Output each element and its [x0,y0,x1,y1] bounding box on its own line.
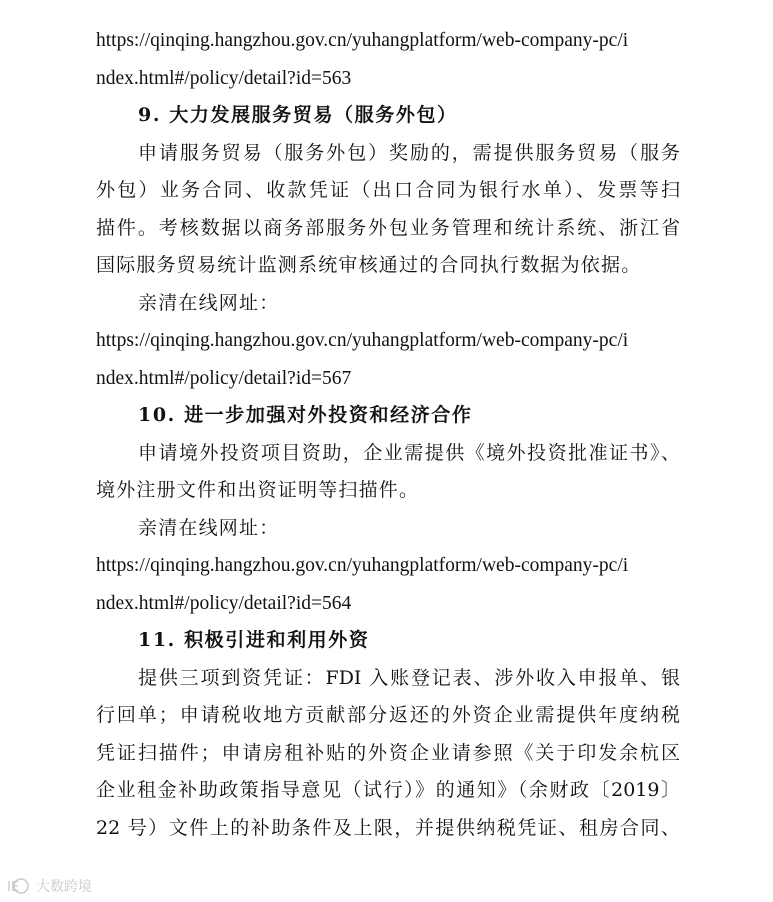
paragraph-first-line: 申请服务贸易（服务外包）奖励的，需提供服务贸易（服务 [138,141,680,164]
url-label: 亲清在线网址： [138,291,280,314]
paragraph-first-line: 提供三项到资凭证：FDI 入账登记表、涉外收入申报单、银 [138,666,680,689]
url-line: https://qinqing.hangzhou.gov.cn/yuhangplatform/web-company-pc/i [96,330,629,351]
url-line: https://qinqing.hangzhou.gov.cn/yuhangplatform/web-company-pc/i [96,555,629,576]
svg-text:IE: IE [7,880,20,895]
paragraph-line: 外包）业务合同、收款凭证（出口合同为银行水单）、发票等扫 [96,179,680,201]
url-line: ndex.html#/policy/detail?id=564 [96,592,352,614]
paragraph-line: 境外注册文件和出资证明等扫描件。 [96,479,420,501]
paragraph-line: 凭证扫描件；申请房租补贴的外资企业请参照《关于印发余杭区 [96,741,680,764]
section-heading: 10. 进一步加强对外投资和经济合作 [138,404,473,426]
section-heading: 9. 大力发展服务贸易（服务外包） [138,104,458,126]
url-label: 亲清在线网址： [138,516,280,539]
paragraph-first-line: 申请境外投资项目资助，企业需提供《境外投资批准证书》、 [138,441,680,464]
ie-logo-icon [6,877,32,895]
document-body [96,22,680,847]
paragraph-line: 描件。考核数据以商务部服务外包业务管理和统计系统、浙江省 [96,216,680,239]
paragraph-line: 22 号）文件上的补助条件及上限，并提供纳税凭证、租房合同、 [96,816,680,839]
section-heading: 11. 积极引进和利用外资 [138,629,370,651]
paragraph-line: 行回单；申请税收地方贡献部分返还的外资企业需提供年度纳税 [96,704,680,726]
watermark-text: 大数跨境 [36,879,92,895]
watermark [6,876,92,896]
url-line: ndex.html#/policy/detail?id=567 [96,367,352,389]
paragraph-line: 企业租金补助政策指导意见（试行）》的通知》（余财政〔2019〕 [96,779,680,801]
paragraph-line: 国际服务贸易统计监测系统审核通过的合同执行数据为依据。 [96,254,642,276]
url-line: ndex.html#/policy/detail?id=563 [96,67,352,89]
url-line: https://qinqing.hangzhou.gov.cn/yuhangplatform/web-company-pc/i [96,30,629,51]
